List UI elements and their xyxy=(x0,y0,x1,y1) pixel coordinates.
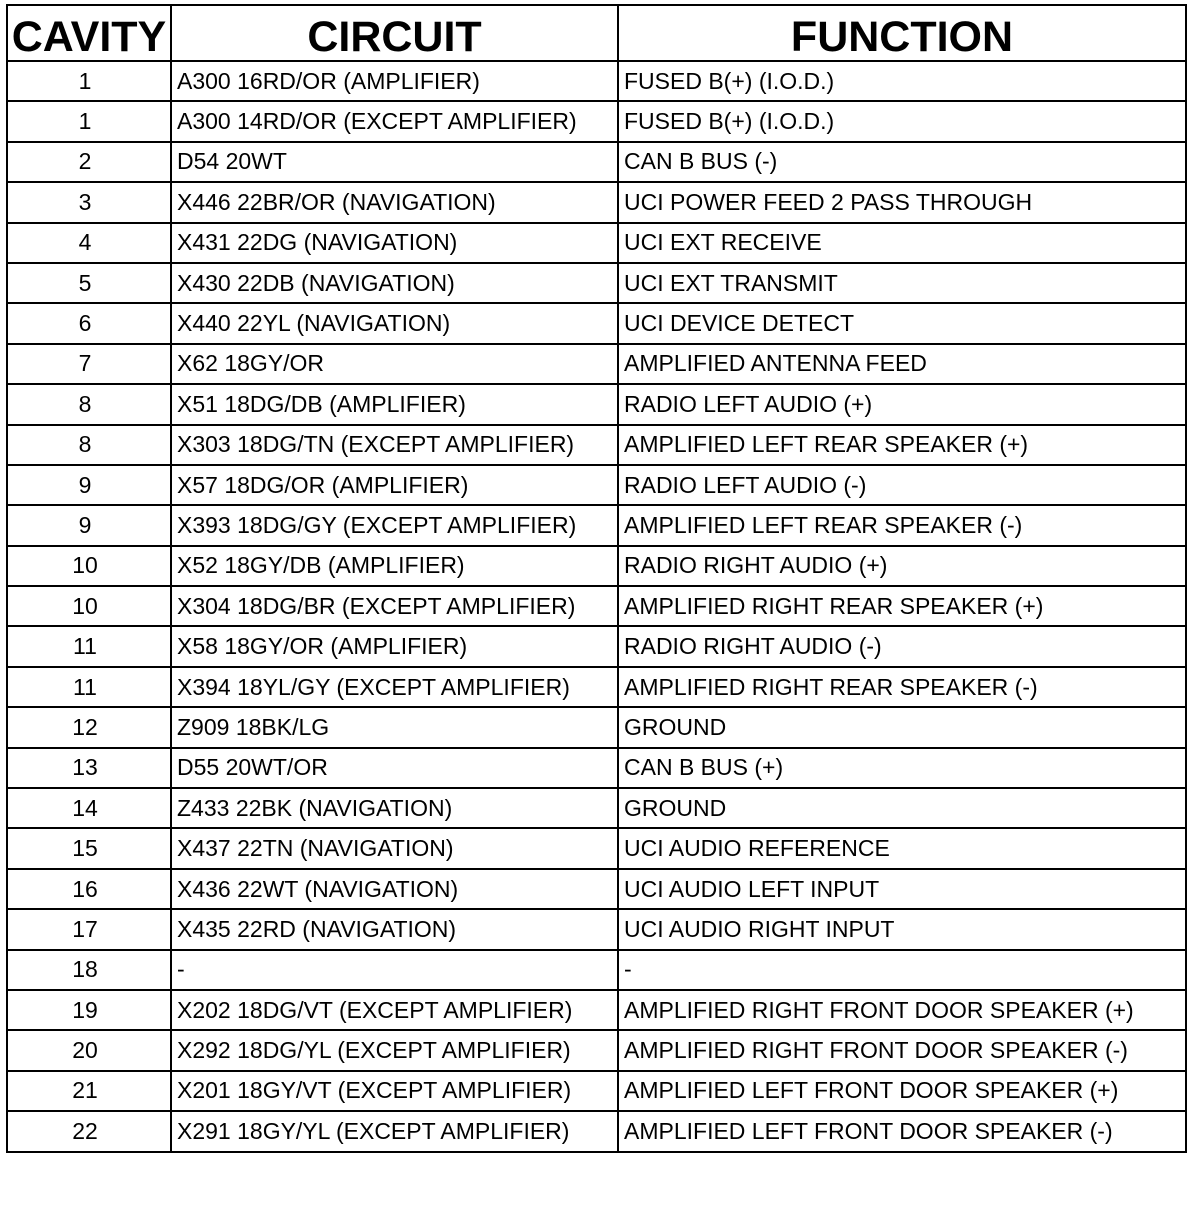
circuit-cell: X201 18GY/VT (EXCEPT AMPLIFIER) xyxy=(171,1071,618,1111)
function-cell: AMPLIFIED RIGHT REAR SPEAKER (+) xyxy=(618,586,1186,626)
circuit-cell: X62 18GY/OR xyxy=(171,344,618,384)
cavity-cell: 20 xyxy=(7,1030,171,1070)
cavity-cell: 2 xyxy=(7,142,171,182)
function-cell: CAN B BUS (+) xyxy=(618,748,1186,788)
table-row xyxy=(7,909,1186,949)
table-row xyxy=(7,667,1186,707)
circuit-cell: X446 22BR/OR (NAVIGATION) xyxy=(171,182,618,222)
cavity-cell: 9 xyxy=(7,505,171,545)
cavity-cell: 10 xyxy=(7,586,171,626)
function-cell: AMPLIFIED LEFT REAR SPEAKER (-) xyxy=(618,505,1186,545)
function-cell: FUSED B(+) (I.O.D.) xyxy=(618,61,1186,101)
table-row xyxy=(7,303,1186,343)
table-row xyxy=(7,263,1186,303)
cavity-cell: 10 xyxy=(7,546,171,586)
table-row xyxy=(7,425,1186,465)
table-row xyxy=(7,828,1186,868)
circuit-cell: X292 18DG/YL (EXCEPT AMPLIFIER) xyxy=(171,1030,618,1070)
function-cell: RADIO RIGHT AUDIO (+) xyxy=(618,546,1186,586)
table-row xyxy=(7,626,1186,666)
function-cell: AMPLIFIED ANTENNA FEED xyxy=(618,344,1186,384)
function-cell: UCI AUDIO REFERENCE xyxy=(618,828,1186,868)
header-circuit: CIRCUIT xyxy=(171,5,618,61)
table-row xyxy=(7,223,1186,263)
circuit-cell: X393 18DG/GY (EXCEPT AMPLIFIER) xyxy=(171,505,618,545)
cavity-cell: 8 xyxy=(7,425,171,465)
circuit-cell: Z433 22BK (NAVIGATION) xyxy=(171,788,618,828)
table-row xyxy=(7,344,1186,384)
connector-pinout-table xyxy=(6,4,1187,1153)
circuit-cell: X435 22RD (NAVIGATION) xyxy=(171,909,618,949)
circuit-cell: X431 22DG (NAVIGATION) xyxy=(171,223,618,263)
function-cell: AMPLIFIED RIGHT FRONT DOOR SPEAKER (-) xyxy=(618,1030,1186,1070)
circuit-cell: X202 18DG/VT (EXCEPT AMPLIFIER) xyxy=(171,990,618,1030)
circuit-cell: X52 18GY/DB (AMPLIFIER) xyxy=(171,546,618,586)
cavity-cell: 17 xyxy=(7,909,171,949)
cavity-cell: 4 xyxy=(7,223,171,263)
header-cavity: CAVITY xyxy=(7,5,171,61)
cavity-cell: 22 xyxy=(7,1111,171,1151)
cavity-cell: 1 xyxy=(7,61,171,101)
circuit-cell: X304 18DG/BR (EXCEPT AMPLIFIER) xyxy=(171,586,618,626)
cavity-cell: 21 xyxy=(7,1071,171,1111)
cavity-cell: 6 xyxy=(7,303,171,343)
circuit-cell: - xyxy=(171,950,618,990)
function-cell: FUSED B(+) (I.O.D.) xyxy=(618,101,1186,141)
function-cell: GROUND xyxy=(618,707,1186,747)
table-row xyxy=(7,1111,1186,1151)
cavity-cell: 19 xyxy=(7,990,171,1030)
circuit-cell: A300 14RD/OR (EXCEPT AMPLIFIER) xyxy=(171,101,618,141)
cavity-cell: 12 xyxy=(7,707,171,747)
table-row xyxy=(7,869,1186,909)
table-row xyxy=(7,1030,1186,1070)
function-cell: UCI POWER FEED 2 PASS THROUGH xyxy=(618,182,1186,222)
table-body xyxy=(7,61,1186,1152)
function-cell: UCI EXT RECEIVE xyxy=(618,223,1186,263)
table-row xyxy=(7,1071,1186,1111)
function-cell: CAN B BUS (-) xyxy=(618,142,1186,182)
circuit-cell: X430 22DB (NAVIGATION) xyxy=(171,263,618,303)
table-row xyxy=(7,384,1186,424)
table-row xyxy=(7,142,1186,182)
header-function: FUNCTION xyxy=(618,5,1186,61)
cavity-cell: 5 xyxy=(7,263,171,303)
cavity-cell: 7 xyxy=(7,344,171,384)
circuit-cell: X51 18DG/DB (AMPLIFIER) xyxy=(171,384,618,424)
function-cell: AMPLIFIED LEFT FRONT DOOR SPEAKER (+) xyxy=(618,1071,1186,1111)
function-cell: RADIO RIGHT AUDIO (-) xyxy=(618,626,1186,666)
cavity-cell: 11 xyxy=(7,667,171,707)
circuit-cell: X440 22YL (NAVIGATION) xyxy=(171,303,618,343)
table-row xyxy=(7,748,1186,788)
cavity-cell: 8 xyxy=(7,384,171,424)
header-row xyxy=(7,5,1186,61)
cavity-cell: 3 xyxy=(7,182,171,222)
function-cell: UCI EXT TRANSMIT xyxy=(618,263,1186,303)
table-row xyxy=(7,707,1186,747)
cavity-cell: 1 xyxy=(7,101,171,141)
table-row xyxy=(7,990,1186,1030)
function-cell: RADIO LEFT AUDIO (-) xyxy=(618,465,1186,505)
function-cell: AMPLIFIED LEFT REAR SPEAKER (+) xyxy=(618,425,1186,465)
table-row xyxy=(7,101,1186,141)
table-row xyxy=(7,61,1186,101)
cavity-cell: 14 xyxy=(7,788,171,828)
circuit-cell: X394 18YL/GY (EXCEPT AMPLIFIER) xyxy=(171,667,618,707)
circuit-cell: D55 20WT/OR xyxy=(171,748,618,788)
function-cell: AMPLIFIED RIGHT FRONT DOOR SPEAKER (+) xyxy=(618,990,1186,1030)
function-cell: - xyxy=(618,950,1186,990)
function-cell: RADIO LEFT AUDIO (+) xyxy=(618,384,1186,424)
table-row xyxy=(7,505,1186,545)
function-cell: UCI AUDIO RIGHT INPUT xyxy=(618,909,1186,949)
table-row xyxy=(7,950,1186,990)
function-cell: GROUND xyxy=(618,788,1186,828)
function-cell: AMPLIFIED LEFT FRONT DOOR SPEAKER (-) xyxy=(618,1111,1186,1151)
cavity-cell: 18 xyxy=(7,950,171,990)
circuit-cell: X303 18DG/TN (EXCEPT AMPLIFIER) xyxy=(171,425,618,465)
circuit-cell: X57 18DG/OR (AMPLIFIER) xyxy=(171,465,618,505)
cavity-cell: 15 xyxy=(7,828,171,868)
cavity-cell: 11 xyxy=(7,626,171,666)
table-row xyxy=(7,465,1186,505)
function-cell: AMPLIFIED RIGHT REAR SPEAKER (-) xyxy=(618,667,1186,707)
function-cell: UCI AUDIO LEFT INPUT xyxy=(618,869,1186,909)
circuit-cell: X436 22WT (NAVIGATION) xyxy=(171,869,618,909)
table-row xyxy=(7,586,1186,626)
table-header xyxy=(7,5,1186,61)
table-row xyxy=(7,546,1186,586)
cavity-cell: 16 xyxy=(7,869,171,909)
table-row xyxy=(7,788,1186,828)
circuit-cell: A300 16RD/OR (AMPLIFIER) xyxy=(171,61,618,101)
function-cell: UCI DEVICE DETECT xyxy=(618,303,1186,343)
circuit-cell: Z909 18BK/LG xyxy=(171,707,618,747)
circuit-cell: X291 18GY/YL (EXCEPT AMPLIFIER) xyxy=(171,1111,618,1151)
circuit-cell: D54 20WT xyxy=(171,142,618,182)
circuit-cell: X437 22TN (NAVIGATION) xyxy=(171,828,618,868)
cavity-cell: 13 xyxy=(7,748,171,788)
cavity-cell: 9 xyxy=(7,465,171,505)
table-row xyxy=(7,182,1186,222)
circuit-cell: X58 18GY/OR (AMPLIFIER) xyxy=(171,626,618,666)
